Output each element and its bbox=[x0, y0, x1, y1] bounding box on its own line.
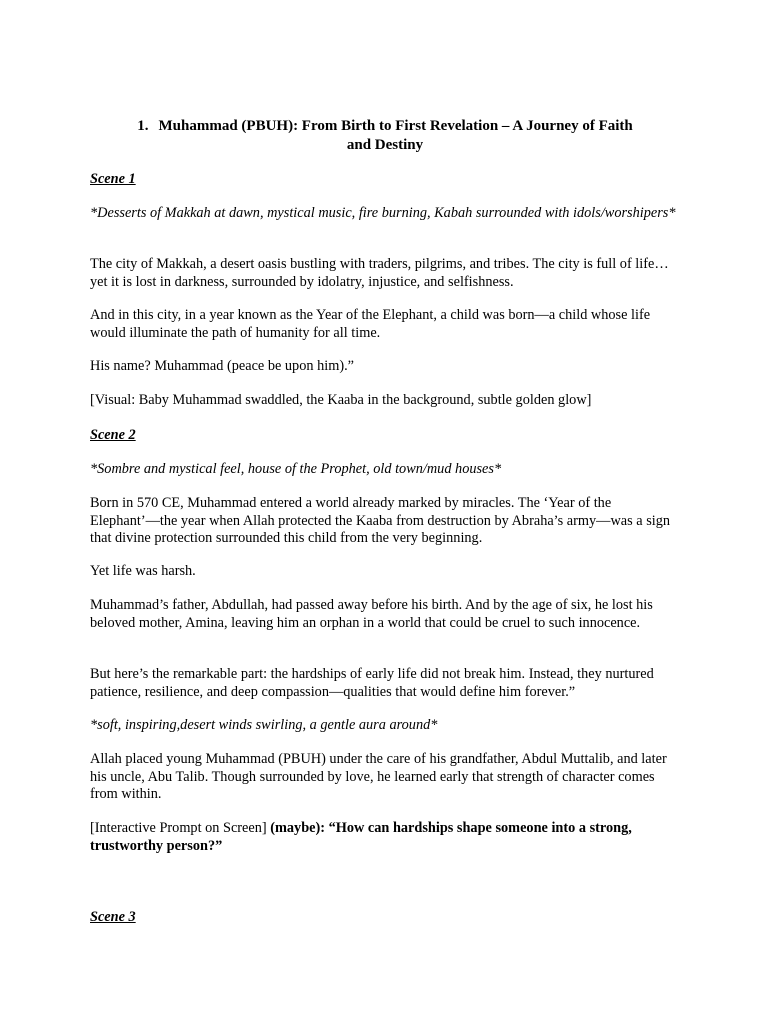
scene-1-paragraph-3: His name? Muhammad (peace be upon him).” bbox=[90, 358, 355, 374]
scene-2-paragraph-5: Allah placed young Muhammad (PBUH) under the care of his grandfather, Abdul Muttalib, and later his uncle, Abu Talib. Though surrounded by love, he learned early that strength of character comes from within. bbox=[90, 751, 667, 802]
scene-2-heading: Scene 2 bbox=[90, 427, 136, 443]
title-line-1: Muhammad (PBUH): From Birth to First Revelation – A Journey of Faith bbox=[158, 118, 633, 134]
scene-1-visual-note: [Visual: Baby Muhammad swaddled, the Kaaba in the background, subtle golden glow] bbox=[90, 392, 592, 408]
scene-2-direction: *Sombre and mystical feel, house of the Prophet, old town/mud houses* bbox=[90, 461, 502, 477]
scene-2-direction-2: *soft, inspiring,desert winds swirling, a gentle aura around* bbox=[90, 717, 438, 733]
scene-1-paragraph-2: And in this city, in a year known as the Year of the Elephant, a child was born—a child whose life would illuminate the path of humanity for all time. bbox=[90, 307, 651, 341]
scene-2-interactive-prompt bbox=[90, 820, 680, 855]
scene-2-paragraph-1: Born in 570 CE, Muhammad entered a world already marked by miracles. The ‘Year of the Elephant’—the year when Allah protected the Kaaba from destruction by Abraha’s army—was a sign that divine protection surrounded this child from the very beginning. bbox=[90, 495, 671, 546]
scene-2-paragraph-4: But here’s the remarkable part: the hardships of early life did not break him. Instead, they nurtured patience, resilience, and deep compassion—qualities that would define him forever.” bbox=[90, 666, 654, 700]
title-number: 1. bbox=[137, 118, 149, 134]
scene-2-paragraph-3: Muhammad’s father, Abdullah, had passed away before his birth. And by the age of six, he lost his beloved mother, Amina, leaving him an orphan in a world that could be cruel to such innocence. bbox=[90, 597, 653, 631]
scene-1-heading: Scene 1 bbox=[90, 171, 136, 187]
scene-1-direction: *Desserts of Makkah at dawn, mystical music, fire burning, Kabah surrounded with idols/worshipers* bbox=[90, 205, 676, 221]
scene-2-paragraph-2: Yet life was harsh. bbox=[90, 563, 196, 579]
prompt-label: [Interactive Prompt on Screen] bbox=[90, 820, 271, 836]
prompt-question: “How can hardships shape someone into a strong, trustworthy person?” bbox=[90, 820, 632, 854]
prompt-maybe: (maybe): bbox=[270, 820, 329, 836]
scene-1-paragraph-1: The city of Makkah, a desert oasis bustling with traders, pilgrims, and tribes. The city is full of life… yet it is lost in darkness, surrounded by idolatry, injustice, and selfishness. bbox=[90, 256, 669, 290]
scene-3-heading: Scene 3 bbox=[90, 909, 136, 925]
title-line-2: and Destiny bbox=[346, 137, 424, 153]
document-title bbox=[90, 117, 680, 155]
